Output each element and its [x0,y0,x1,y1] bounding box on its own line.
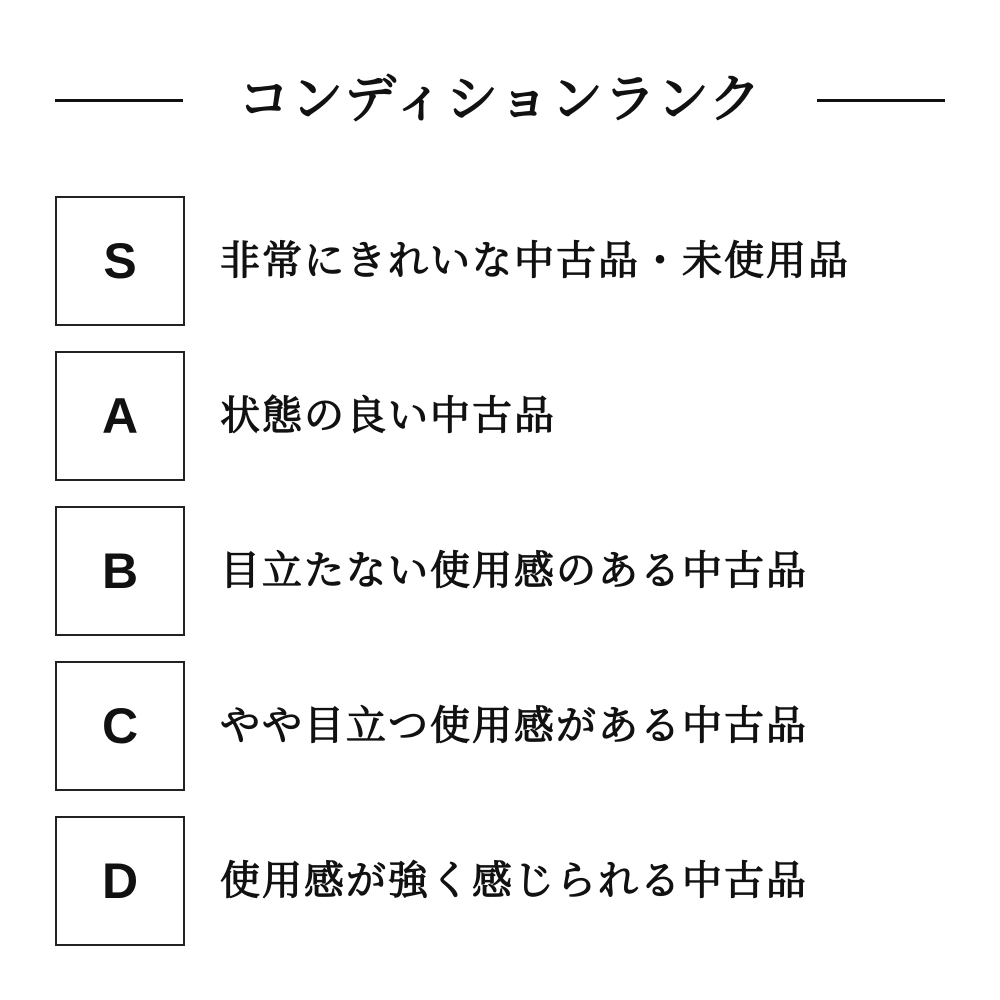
rank-row-a [0,351,1000,481]
rank-row-d [0,816,1000,946]
rank-grade-box: D [55,816,185,946]
rank-description: 状態の良い中古品 [220,393,556,439]
rank-list [0,196,1000,971]
rank-description: 目立たない使用感のある中古品 [220,548,808,594]
rank-description: 使用感が強く感じられる中古品 [220,858,808,904]
rank-row-c [0,661,1000,791]
rank-description: 非常にきれいな中古品・未使用品 [220,238,850,284]
rank-row-b [0,506,1000,636]
rank-description: やや目立つ使用感がある中古品 [220,703,808,749]
rank-row-s [0,196,1000,326]
page-title: コンディションランク [238,70,762,130]
left-divider-line [55,99,183,102]
rank-grade-box: C [55,661,185,791]
rank-grade-box: B [55,506,185,636]
right-divider-line [817,99,945,102]
rank-grade-box: A [55,351,185,481]
rank-grade-box: S [55,196,185,326]
header [0,60,1000,140]
